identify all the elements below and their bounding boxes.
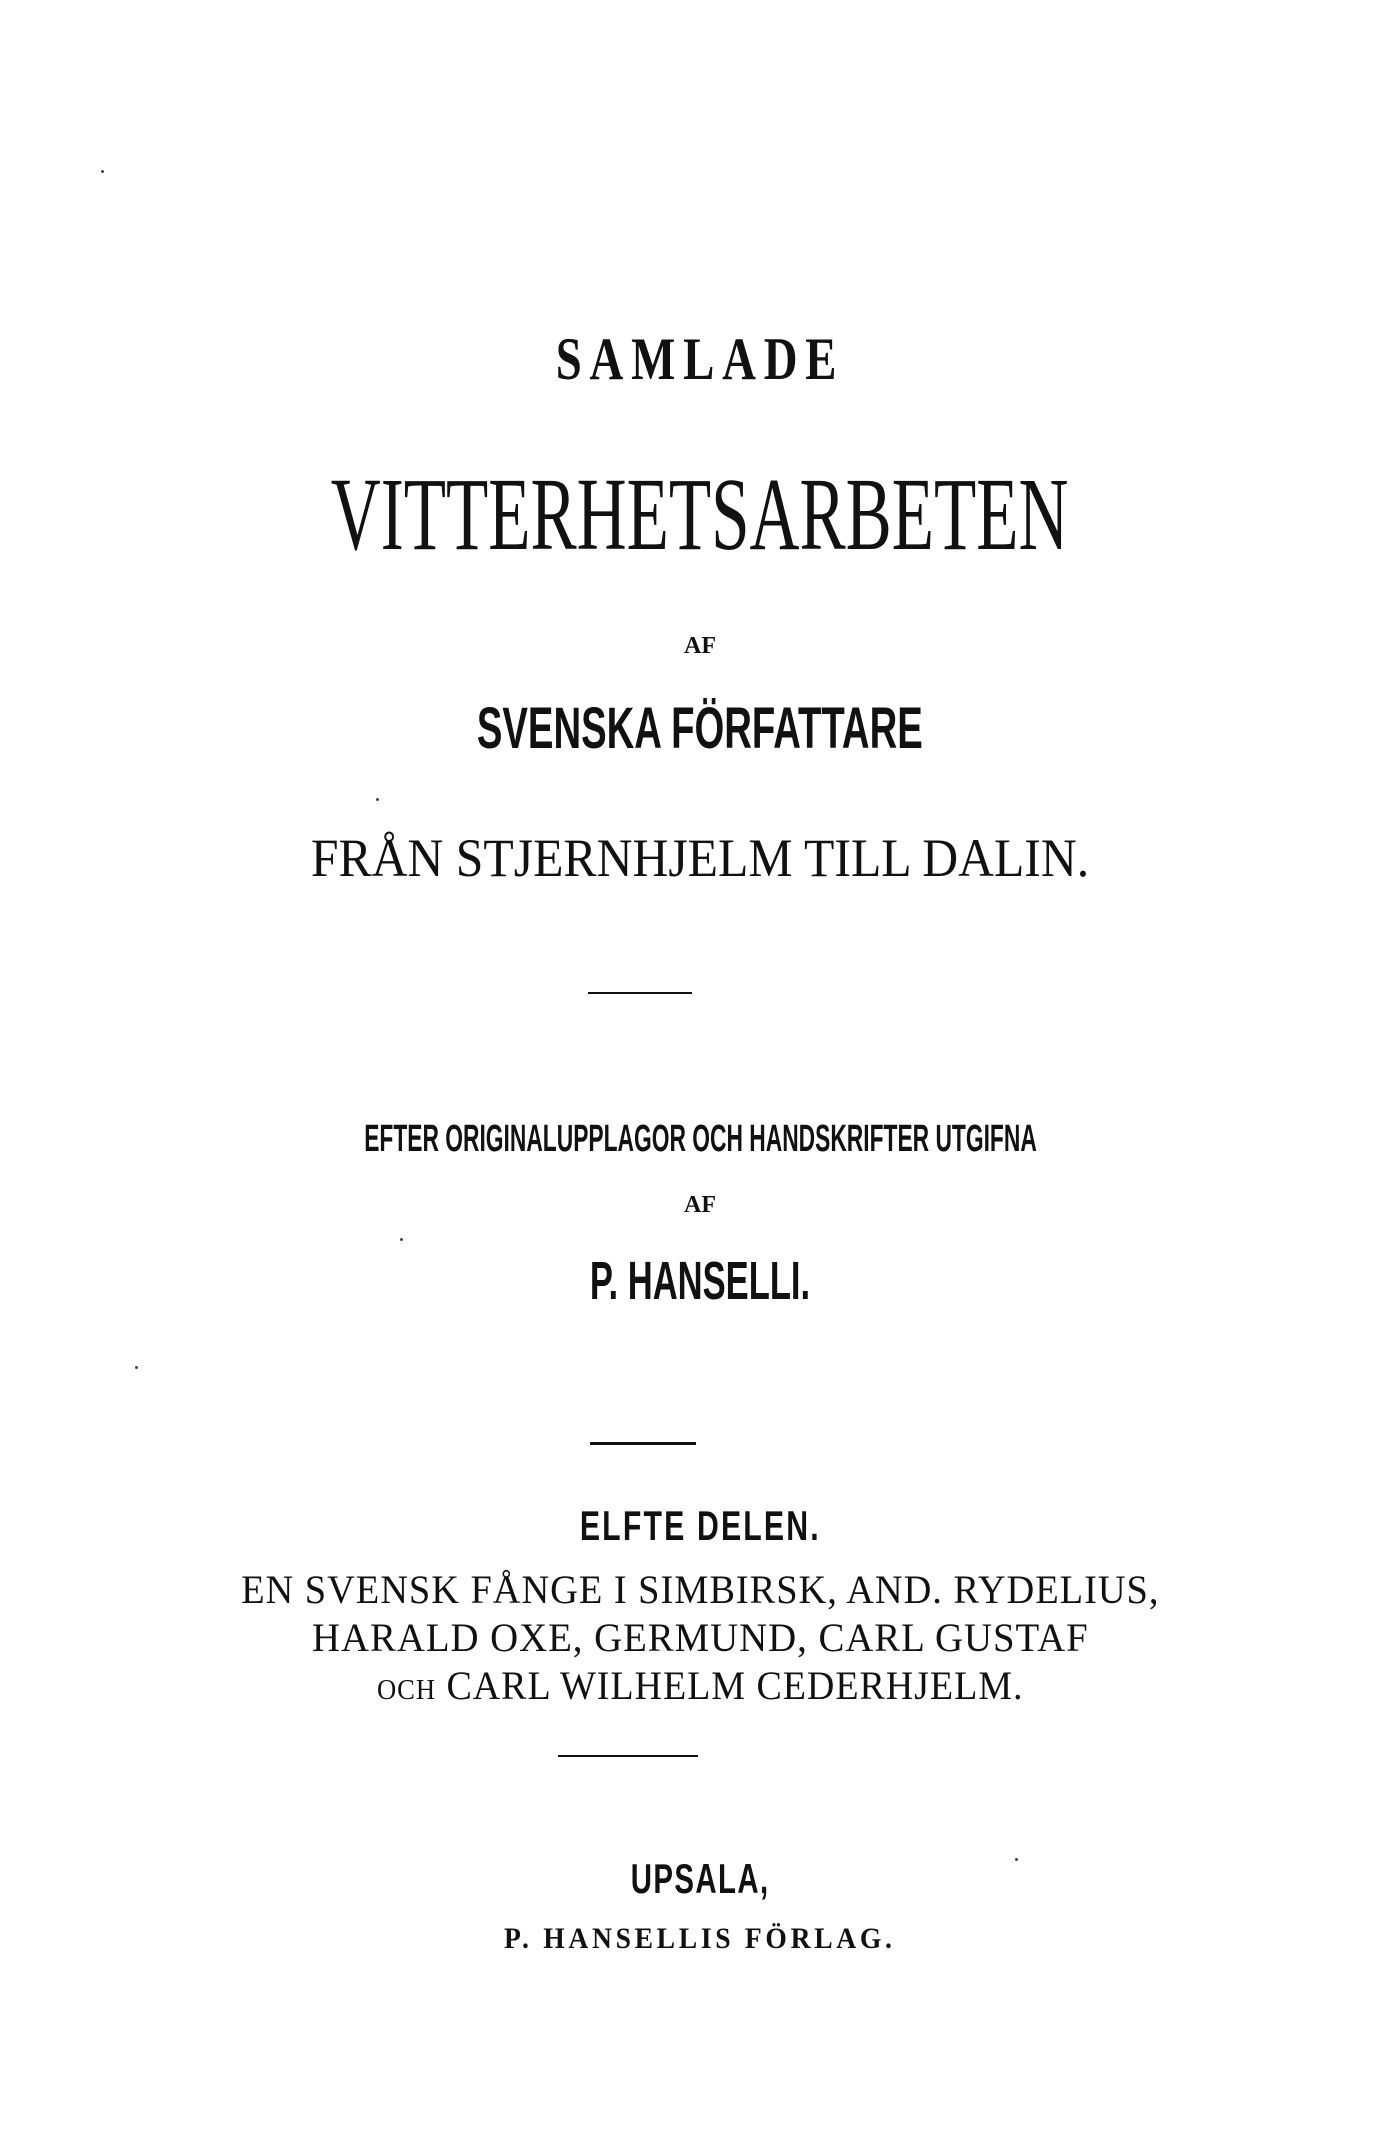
divider-rule-1 — [588, 992, 692, 994]
contents-3: CARL WILHELM CEDERHJELM. — [446, 1663, 1024, 1708]
af-2: AF — [684, 1192, 716, 1218]
series-top-line — [0, 325, 1400, 405]
series-top: SAMLADE — [555, 326, 845, 392]
divider-rule-2 — [590, 1442, 696, 1445]
volume-line — [0, 1502, 1400, 1554]
af-line-1 — [0, 633, 1400, 663]
publisher-line — [0, 1922, 1400, 1962]
publisher: P. HANSELLIS FÖRLAG. — [504, 1922, 896, 1955]
place: UPSALA, — [630, 1855, 770, 1902]
contents-1: EN SVENSK FÅNGE I SIMBIRSK, AND. RYDELIUS, — [240, 1567, 1160, 1612]
editor-note: EFTER ORIGINALUPPLAGOR OCH HANDSKRIFTER UTGIFNA — [363, 1118, 1037, 1160]
contents-3-wrap — [377, 1662, 1023, 1709]
series-main-line — [0, 455, 1400, 572]
scan-speck — [1015, 1858, 1018, 1861]
scan-speck — [400, 1238, 403, 1241]
editor-line — [0, 1250, 1400, 1314]
contents-line-2 — [0, 1614, 1400, 1666]
contents-2: HARALD OXE, GERMUND, CARL GUSTAF — [311, 1615, 1089, 1660]
authors-line — [0, 695, 1400, 765]
scan-speck — [376, 798, 379, 801]
contents-3-och: OCH — [376, 1675, 436, 1706]
scan-speck — [135, 1366, 138, 1369]
af-line-2 — [0, 1192, 1400, 1222]
contents-line-3 — [0, 1662, 1400, 1714]
volume: ELFTE DELEN. — [579, 1502, 821, 1549]
editor: P. HANSELLI. — [589, 1251, 811, 1311]
contents-line-1 — [0, 1566, 1400, 1618]
scan-speck — [101, 170, 104, 173]
authors: SVENSKA FÖRFATTARE — [477, 696, 923, 761]
place-line — [0, 1855, 1400, 1907]
af-1: AF — [684, 633, 716, 659]
series-main: VITTERHETSARBETEN — [331, 457, 1069, 572]
divider-rule-3 — [558, 1755, 698, 1757]
period-line — [0, 827, 1400, 893]
editor-note-line — [0, 1118, 1400, 1164]
period: FRÅN STJERNHJELM TILL DALIN. — [310, 828, 1090, 888]
